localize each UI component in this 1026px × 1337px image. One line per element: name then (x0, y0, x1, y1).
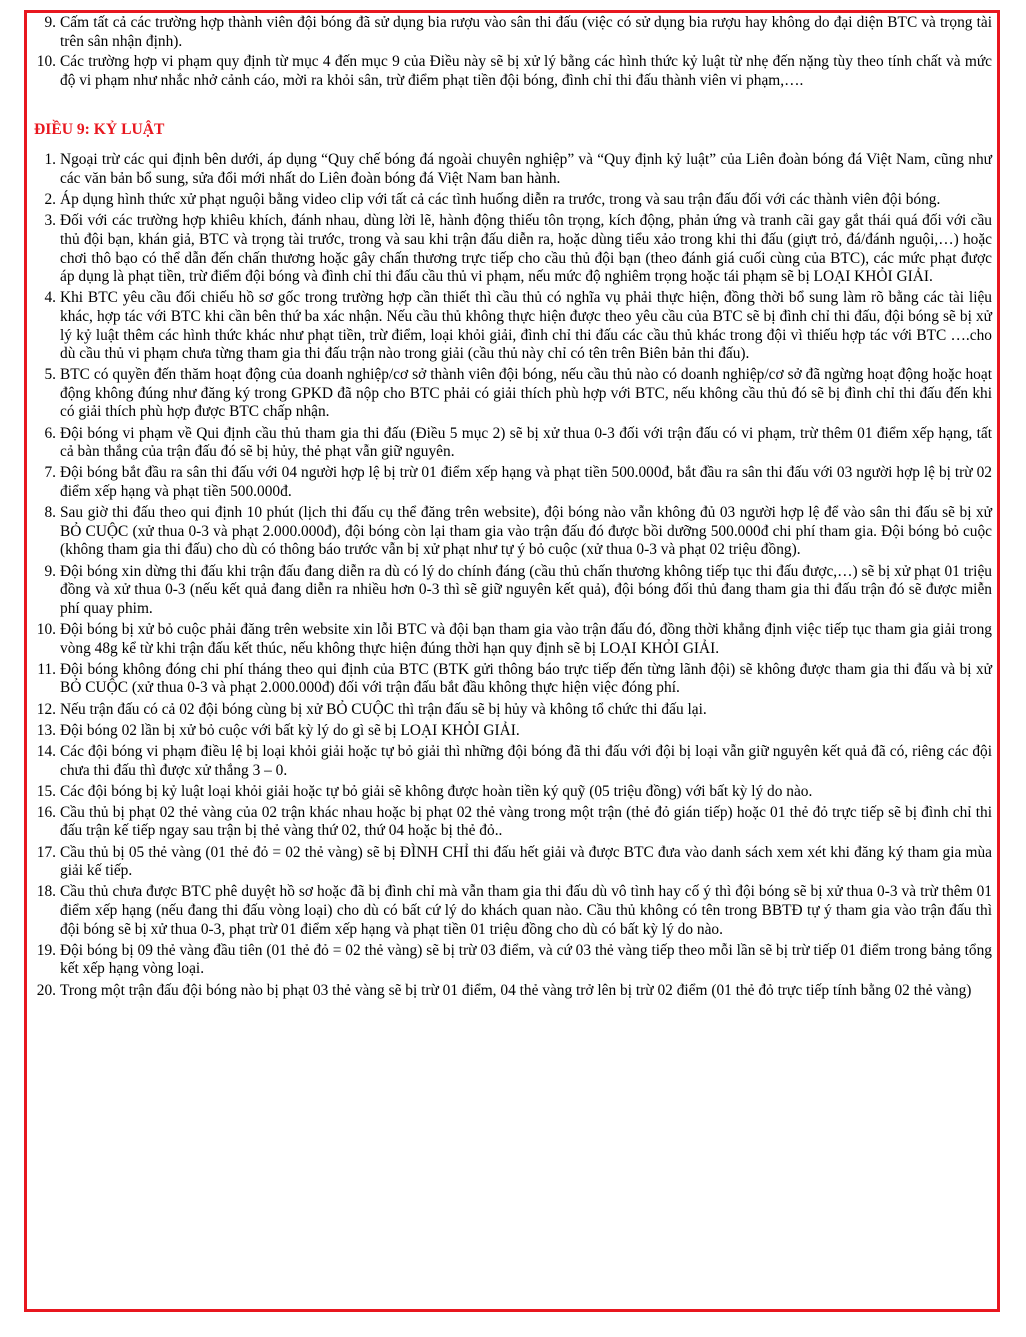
article-item-list (34, 151, 992, 1000)
item-number: 14. (36, 742, 56, 760)
item-text: Đội bóng vi phạm về Qui định cầu thủ tham gia thi đấu (Điều 5 mục 2) sẽ bị xử thua 0-3 đối với trận đấu có vi phạm, trừ thêm 01 điểm xếp hạng, tất cả bàn thắng của trận đấu đó sẽ bị hủy, thẻ phạt vẫn giữ nguyên. (60, 424, 992, 461)
item-number: 20. (36, 981, 56, 999)
list-item (34, 14, 992, 51)
item-text: Ngoại trừ các qui định bên dưới, áp dụng “Quy chế bóng đá ngoài chuyên nghiệp” và “Quy định kỷ luật” của Liên đoàn bóng đá Việt Nam, cũng như các văn bản bổ sung, sửa đổi mới nhất do Liên đoàn bóng đá Việt Nam ban hành. (60, 151, 992, 187)
list-item (34, 289, 992, 363)
item-text: Trong một trận đấu đội bóng nào bị phạt 03 thẻ vàng sẽ bị trừ 01 điểm, 04 thẻ vàng trở lên bị trừ 02 điểm (01 thẻ đỏ trực tiếp tính bằng 02 thẻ vàng) (60, 981, 972, 999)
list-item (34, 191, 992, 210)
list-item (34, 982, 992, 1001)
item-text: Đội bóng bị 09 thẻ vàng đầu tiên (01 thẻ đỏ = 02 thẻ vàng) sẽ bị trừ 03 điểm, và cứ 03 thẻ vàng tiếp theo mỗi lần sẽ bị trừ tiếp 01 điểm trong bảng tổng kết xếp hạng vòng loại. (60, 941, 992, 978)
item-number: 16. (36, 803, 56, 821)
item-number: 5. (44, 366, 56, 384)
list-item (34, 53, 992, 90)
item-text: Các đội bóng vi phạm điều lệ bị loại khỏi giải hoặc tự bỏ giải thì những đội bóng đã thi đấu với đội bị loại vẫn giữ nguyên kết quả đã có, riêng các đội chưa thi đấu thì được xử thắng 3 – 0. (60, 742, 992, 779)
list-item (34, 563, 992, 619)
list-item (34, 804, 992, 841)
item-number: 4. (44, 289, 56, 307)
item-text: Khi BTC yêu cầu đối chiếu hồ sơ gốc trong trường hợp cần thiết thì cầu thủ có nghĩa vụ phải thực hiện, đồng thời bổ sung làm rõ bằng các tài liệu khác, hợp tác với BTC khi cần bên thứ ba xác nhận. Nếu cầu thủ không thực hiện được theo yêu cầu của BTC sẽ bị đình chỉ thi đấu, đội bóng sẽ bị xử lý kỷ luật thêm các hình thức khác như phạt tiền, trừ điểm, loại khỏi giải, đình chỉ thi đấu các cầu thủ khác trong đội vì thiếu hợp tác với BTC ….cho dù cầu thủ vi phạm chưa từng tham gia thi đấu trận nào trong giải (cầu thủ này chỉ có tên trên Biên bản thi đấu). (60, 289, 992, 363)
list-item (34, 621, 992, 658)
item-number: 2. (44, 191, 56, 209)
list-item (34, 464, 992, 501)
list-item (34, 151, 992, 188)
item-text: Nếu trận đấu có cả 02 đội bóng cùng bị xử BỎ CUỘC thì trận đấu sẽ bị hủy và không tổ chức thi đấu lại. (60, 700, 707, 718)
item-text: Áp dụng hình thức xử phạt nguội bằng video clip với tất cả các tình huống diễn ra trước, trong và sau trận đấu đối với các thành viên đội bóng. (60, 191, 941, 209)
list-item (34, 883, 992, 939)
item-text: Các đội bóng bị kỷ luật loại khỏi giải hoặc tự bỏ giải sẽ không được hoàn tiền ký quỹ (05 triệu đồng) với bất kỳ lý do nào. (60, 782, 813, 800)
list-item (34, 212, 992, 286)
item-number: 8. (44, 504, 56, 522)
document-body (34, 14, 992, 1003)
item-text: Đối với các trường hợp khiêu khích, đánh nhau, dùng lời lẽ, hành động thiếu tôn trọng, kích động, phản ứng và tranh cãi gay gắt thái quá đối với cầu thủ đội bạn, khán giả, BTC và trọng tài trước, trong và sau khi trận đấu diễn ra, hoặc dùng tiểu xảo trong khi thi đấu (giựt trỏ, đá/đánh nguội,…) hoặc chơi thô bạo có thể dẫn đến chấn thương hoặc gây chấn thương trực tiếp cho cầu thủ đội bạn (theo đánh giá cuối cùng của BTC), các mức phạt được áp dụng là phạt tiền, trừ điểm đội bóng và đình chỉ thi đấu cầu thủ vi phạm, nếu mức độ nghiêm trọng hoặc tái phạm sẽ bị LOẠI KHỎI GIẢI. (60, 212, 992, 286)
item-number: 12. (36, 700, 56, 718)
item-number: 18. (36, 883, 56, 901)
list-item (34, 366, 992, 422)
item-text: Sau giờ thi đấu theo qui định 10 phút (lịch thi đấu cụ thể đăng trên website), đội bóng nào vẫn không đủ 03 người hợp lệ để vào sân thi đấu sẽ bị xử BỎ CUỘC (xử thua 0-3 và phạt 2.000.000đ), đội bóng còn lại tham gia vào trận đấu đó được bồi dưỡng 500.000đ chi phí tham gia. Đội bóng bỏ cuộc (không tham gia thi đấu) cho dù có thông báo trước vẫn bị xử phạt như tự ý bỏ cuộc (xử thua 0-3 và phạt 02 triệu đồng). (60, 504, 992, 559)
item-text: Cầu thủ chưa được BTC phê duyệt hồ sơ hoặc đã bị đình chỉ mà vẫn tham gia thi đấu dù vô tình hay cố ý thì đội bóng sẽ bị xử thua 0-3 và trừ thêm 01 điểm xếp hạng (nếu đang thi đấu vòng loại) cho dù có bất cứ lý do khách quan nào. Cầu thủ không có tên trong BBTĐ tự ý tham gia vào trận đấu thì đội bóng sẽ bị xử thua 0-3, phạt trừ 01 điểm xếp hạng và phạt tiền 01 triệu đồng cho dù có bất kỳ lý do nào. (60, 883, 992, 938)
item-number: 10. (36, 53, 56, 71)
item-text: Các trường hợp vi phạm quy định từ mục 4 đến mục 9 của Điều này sẽ bị xử lý bằng các hình thức kỷ luật từ nhẹ đến nặng tùy theo tính chất và mức độ vi phạm như nhắc nhở cảnh cáo, mời ra khỏi sân, trừ điểm phạt tiền đội bóng, đình chỉ thi đấu thành viên vi phạm,…. (60, 53, 992, 89)
item-number: 13. (36, 721, 56, 739)
item-number: 6. (44, 424, 56, 442)
item-number: 15. (36, 782, 56, 800)
item-number: 7. (44, 464, 56, 482)
item-text: BTC có quyền đến thăm hoạt động của doanh nghiệp/cơ sở thành viên đội bóng, nếu cầu thủ nào có doanh nghiệp/cơ sở đã ngừng hoạt động hoặc hoạt động không đúng như đăng ký trong GPKD đã nộp cho BTC phải có giải thích phù hợp với BTC, nếu không cầu thủ đó sẽ bị đình chỉ thi đấu đến khi có giải thích phù hợp được BTC chấp nhận. (60, 366, 992, 421)
item-number: 9. (44, 562, 56, 580)
item-text: Đội bóng 02 lần bị xử bỏ cuộc với bất kỳ lý do gì sẽ bị LOẠI KHỎI GIẢI. (60, 721, 520, 739)
item-text: Đội bóng bắt đầu ra sân thi đấu với 04 người hợp lệ bị trừ 01 điểm xếp hạng và phạt tiền 500.000đ, bắt đầu ra sân thi đấu với 03 người hợp lệ bị trừ 02 điểm xếp hạng và phạt tiền 500.000đ. (60, 464, 992, 501)
list-item (34, 701, 992, 720)
item-text: Đội bóng xin dừng thi đấu khi trận đấu đang diễn ra dù có lý do chính đáng (cầu thủ chấn thương không tiếp tục thi đấu được,…) sẽ bị xử phạt 01 triệu đồng và xử thua 0-3 (nếu kết quả đang diễn ra nhiều hơn 0-3 thì sẽ giữ nguyên kết quả), đội bóng đối thủ đang tham gia thi đấu trận đó sẽ được miễn phí quay phim. (60, 562, 992, 617)
list-item (34, 942, 992, 979)
list-item (34, 661, 992, 698)
item-number: 1. (44, 151, 56, 169)
item-number: 3. (44, 212, 56, 230)
item-number: 11. (37, 660, 56, 678)
item-number: 19. (36, 941, 56, 959)
list-item (34, 743, 992, 780)
item-number: 17. (36, 843, 56, 861)
list-item (34, 722, 992, 741)
item-number: 10. (36, 620, 56, 638)
item-text: Đội bóng không đóng chi phí tháng theo qui định của BTC (BTK gửi thông báo trực tiếp đến từng lãnh đội) sẽ không được tham gia thi đấu và bị xử BỎ CUỘC (xử thua 0-3 và phạt 2.000.000đ) đối với trận đấu bắt đầu không thực hiện việc đóng phí. (60, 660, 992, 697)
list-item (34, 783, 992, 802)
list-item (34, 844, 992, 881)
item-text: Cầu thủ bị phạt 02 thẻ vàng của 02 trận khác nhau hoặc bị phạt 02 thẻ vàng trong một trận (thẻ đỏ gián tiếp) hoặc 01 thẻ đỏ trực tiếp sẽ bị đình chỉ thi đấu trận kế tiếp ngay sau trận bị thẻ vàng thứ 02, thứ 04 hoặc bị thẻ đỏ.. (60, 803, 992, 840)
list-item (34, 425, 992, 462)
item-text: Cấm tất cả các trường hợp thành viên đội bóng đã sử dụng bia rượu vào sân thi đấu (việc có sử dụng bia rượu hay không do đại diện BTC và trọng tài trên sân nhận định). (60, 14, 992, 50)
item-text: Cầu thủ bị 05 thẻ vàng (01 thẻ đỏ = 02 thẻ vàng) sẽ bị ĐÌNH CHỈ thi đấu hết giải và được BTC đưa vào danh sách xem xét khi đăng ký tham gia mùa giải kế tiếp. (60, 843, 992, 880)
article-heading: ĐIỀU 9: KỶ LUẬT (34, 121, 165, 139)
list-item (34, 504, 992, 560)
previous-article-list (34, 14, 992, 90)
item-number: 9. (44, 14, 56, 31)
item-text: Đội bóng bị xử bỏ cuộc phải đăng trên website xin lỗi BTC và đội bạn tham gia vào trận đấu đó, đồng thời khẳng định việc tiếp tục tham gia giải trong vòng 48g kể từ khi trận đấu kết thúc, nếu không thực hiện đúng thời hạn quy định sẽ bị LOẠI KHỎI GIẢI. (60, 620, 992, 657)
